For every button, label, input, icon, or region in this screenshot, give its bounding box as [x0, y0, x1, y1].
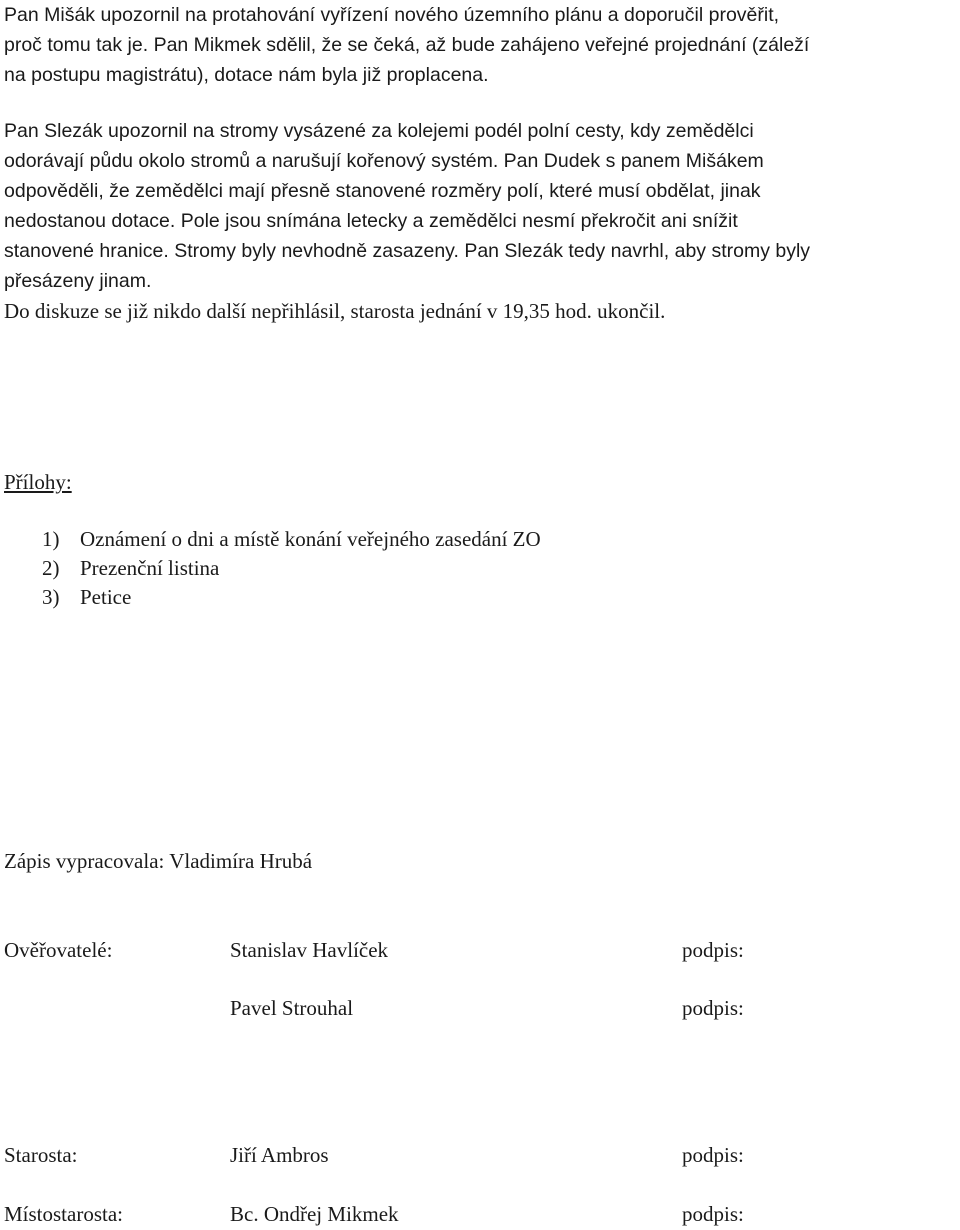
list-item-text: Oznámení o dni a místě konání veřejného zasedání ZO: [80, 527, 541, 551]
paragraph-discussion-2: [4, 116, 960, 326]
official-row-mayor: [4, 1140, 954, 1170]
official-name: Jiří Ambros: [230, 1143, 329, 1167]
prepared-by-text: Zápis vypracovala: Vladimíra Hrubá: [4, 849, 313, 873]
text-line: Pan Slezák upozornil na stromy vysázené za kolejemi podél polní cesty, kdy zemědělci: [4, 120, 754, 142]
official-role: Starosta:: [4, 1143, 78, 1167]
signature-label: podpis:: [682, 938, 744, 962]
signature-label: podpis:: [682, 1202, 744, 1226]
text-line: odorávají půdu okolo stromů a narušují kořenový systém. Pan Dudek s panem Mišákem: [4, 150, 764, 172]
text-line: proč tomu tak je. Pan Mikmek sdělil, že se čeká, až bude zahájeno veřejné projednání (záleží: [4, 34, 810, 56]
minutes-prepared-by: [4, 846, 954, 876]
text-line: na postupu magistrátu), dotace nám byla již proplacena.: [4, 64, 489, 86]
list-item-number: 3): [42, 585, 60, 609]
text-line: stanovené hranice. Stromy byly nevhodně zasazeny. Pan Slezák tedy navrhl, aby stromy byly: [4, 240, 811, 262]
verifier-name: Pavel Strouhal: [230, 996, 354, 1020]
list-item-text: Prezenční listina: [80, 556, 220, 580]
attachments-list: [42, 525, 541, 612]
signature-label: podpis:: [682, 996, 744, 1020]
official-row-deputy-mayor: [4, 1199, 954, 1229]
paragraph-discussion-1: [4, 0, 960, 90]
verifier-name: Stanislav Havlíček: [230, 938, 389, 962]
list-item: [42, 525, 541, 554]
text-line: přesázeny jinam.: [4, 270, 152, 292]
list-item-number: 2): [42, 556, 60, 580]
official-role: Místostarosta:: [4, 1202, 123, 1226]
text-line: nedostanou dotace. Pole jsou snímána letecky a zemědělci nesmí překročit ani snížit: [4, 210, 738, 232]
verifier-row-2: [4, 993, 954, 1023]
official-name: Bc. Ondřej Mikmek: [230, 1202, 399, 1226]
verifier-row-1: [4, 935, 954, 965]
text-line: odpověděli, že zemědělci mají přesně stanovené rozměry polí, které musí obdělat, jinak: [4, 180, 761, 202]
attachments-heading: Přílohy:: [4, 470, 72, 494]
list-item: [42, 583, 541, 612]
text-line: Pan Mišák upozornil na protahování vyřízení nového územního plánu a doporučil prověřit,: [4, 4, 780, 26]
list-item-number: 1): [42, 527, 60, 551]
verifiers-label: Ověřovatelé:: [4, 938, 113, 962]
text-line: Do diskuze se již nikdo další nepřihlásil, starosta jednání v 19,35 hod. ukončil.: [4, 299, 666, 323]
signature-label: podpis:: [682, 1143, 744, 1167]
list-item-text: Petice: [80, 585, 132, 609]
list-item: [42, 554, 541, 583]
